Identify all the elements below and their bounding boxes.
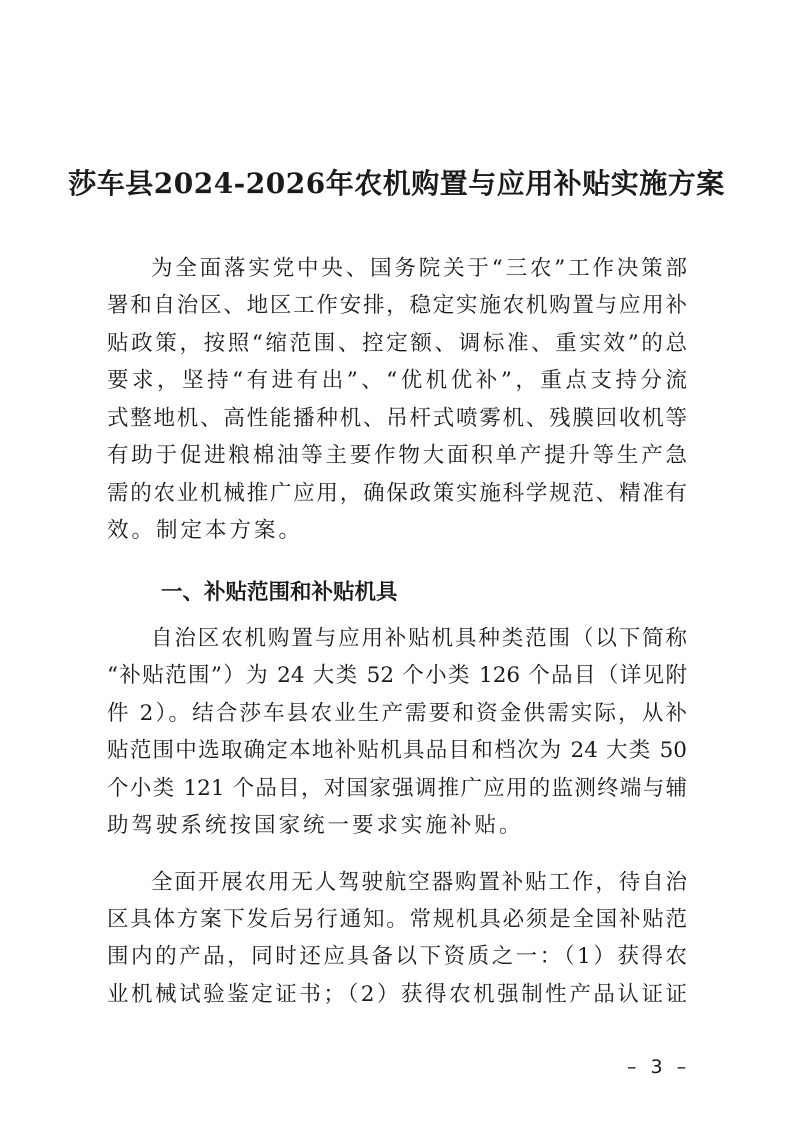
paragraph-line: 区具体方案下发后另行通知。常规机具必须是全国补贴范 <box>107 907 687 932</box>
paragraph-line: 助驾驶系统按国家统一要求实施补贴。 <box>107 813 524 838</box>
paragraph-line: 围内的产品，同时还应具备以下资质之一：（1）获得农 <box>107 944 687 969</box>
paragraph-line: 贴范围中选取确定本地补贴机具品目和档次为 24 大类 50 <box>107 738 687 763</box>
section-heading: 一、补贴范围和补贴机具 <box>161 580 398 605</box>
paragraph-line: 为全面落实党中央、国务院关于“三农”工作决策部 <box>151 256 687 281</box>
paragraph-line: 件 2）。结合莎车县农业生产需要和资金供需实际，从补 <box>107 701 687 726</box>
paragraph-line: 个小类 121 个品目，对国家强调推广应用的监测终端与辅 <box>107 776 687 801</box>
paragraph-line: 有助于促进粮棉油等主要作物大面积单产提升等生产急 <box>107 443 687 468</box>
paragraph-line: 贴政策，按照“缩范围、控定额、调标准、重实效”的总 <box>107 331 687 356</box>
paragraph-line: 要求，坚持“有进有出”、“优机优补”，重点支持分流 <box>107 368 687 393</box>
paragraph-line: 署和自治区、地区工作安排，稳定实施农机购置与应用补 <box>107 293 687 318</box>
paragraph-line: 效。制定本方案。 <box>107 518 304 543</box>
paragraph-line: 全面开展农用无人驾驶航空器购置补贴工作，待自治 <box>151 870 687 895</box>
paragraph-line: 需的农业机械推广应用，确保政策实施科学规范、精准有 <box>107 481 687 506</box>
paragraph-line: 式整地机、高性能播种机、吊杆式喷雾机、残膜回收机等 <box>107 406 687 431</box>
document-title: 莎车县2024-2026年农机购置与应用补贴实施方案 <box>68 167 725 200</box>
page-number: – 3 – <box>627 1056 691 1078</box>
paragraph-line: 自治区农机购置与应用补贴机具种类范围（以下简称 <box>151 626 687 651</box>
paragraph-line: “补贴范围”）为 24 大类 52 个小类 126 个品目（详见附 <box>107 663 687 688</box>
paragraph-line: 业机械试验鉴定证书；（2）获得农机强制性产品认证证 <box>107 982 687 1007</box>
